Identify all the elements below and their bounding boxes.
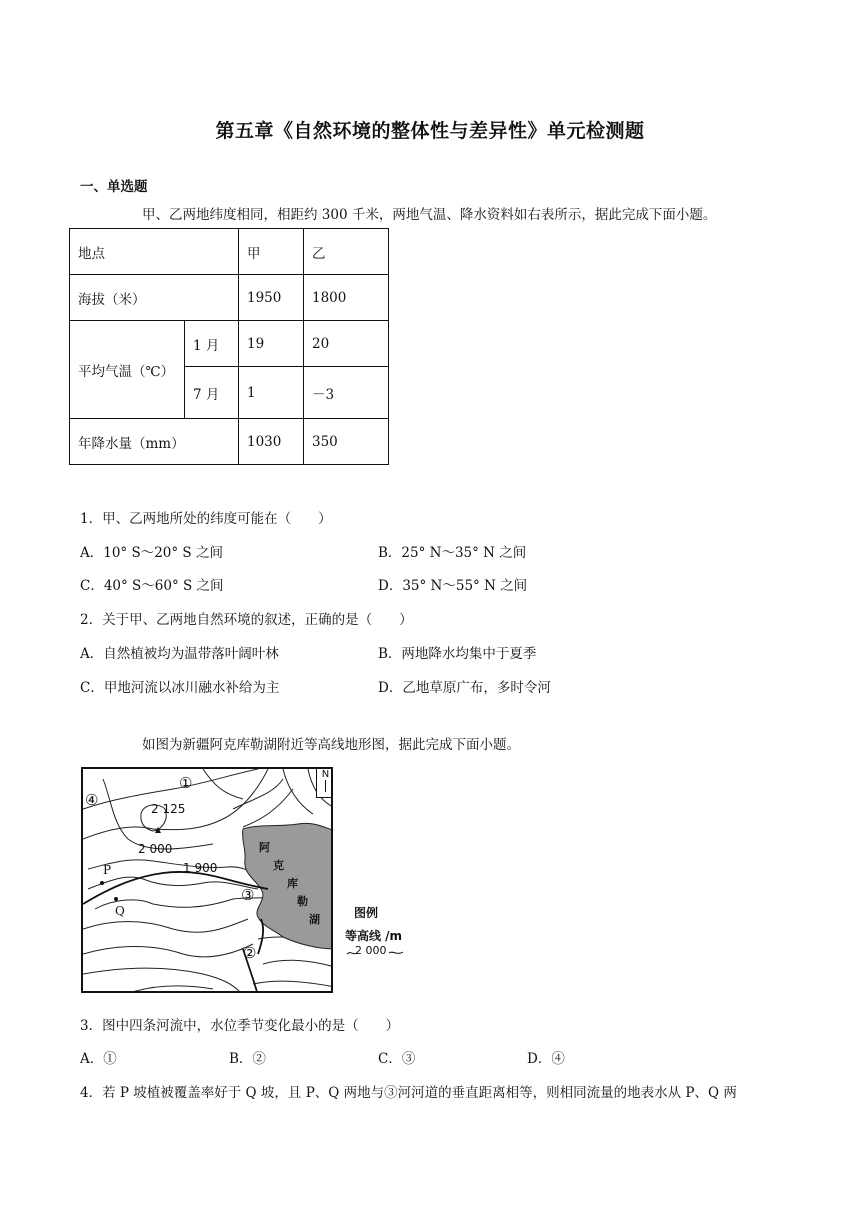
table-jul-label: 7 月: [185, 367, 239, 419]
map-contour-1900: 1 900: [183, 861, 218, 875]
table-jul-a: 1: [239, 367, 304, 419]
table-altitude-b: 1800: [304, 275, 389, 321]
contour-map: [81, 767, 333, 993]
q1-stem: 1．甲、乙两地所处的纬度可能在（ ）: [80, 511, 332, 527]
table-jul-b: －3: [304, 367, 389, 419]
q3-stem: 3．图中四条河流中，水位季节变化最小的是（ ）: [80, 1018, 400, 1034]
q2-option-d[interactable]: D．乙地草原广布，多时令河: [378, 680, 551, 696]
map-contour-2000: 2 000: [138, 842, 173, 856]
q3-option-a[interactable]: A．①: [80, 1051, 117, 1067]
north-arrow-box: [316, 769, 333, 798]
table-precip-b: 350: [304, 419, 389, 465]
climate-table: [69, 228, 389, 465]
q2-stem: 2．关于甲、乙两地自然环境的叙述，正确的是（ ）: [80, 612, 413, 628]
river-label-4: ④: [85, 791, 99, 809]
table-header-place: 地点: [70, 229, 239, 275]
lake-char-1: 阿: [259, 841, 270, 854]
lake-char-2: 克: [273, 859, 284, 872]
q1-option-a[interactable]: A．10° S～20° S 之间: [80, 545, 223, 561]
legend-title: 图例: [354, 906, 379, 920]
table-jan-label: 1 月: [185, 321, 239, 367]
lake-char-5: 湖: [309, 913, 320, 926]
q3-option-d[interactable]: D．④: [527, 1051, 565, 1067]
page-title: 第五章《自然环境的整体性与差异性》单元检测题: [215, 120, 645, 142]
q3-option-b[interactable]: B．②: [229, 1051, 266, 1067]
point-p-label: P: [103, 863, 112, 877]
intro-text-1: 甲、乙两地纬度相同，相距约 300 千米，两地气温、降水资料如右表所示，据此完成下面小题。: [142, 207, 717, 223]
q3-option-c[interactable]: C．③: [378, 1051, 416, 1067]
table-altitude-label: 海拔（米）: [70, 275, 239, 321]
lake-char-4: 勒: [297, 895, 308, 908]
q2-option-c[interactable]: C．甲地河流以冰川融水补给为主: [80, 680, 280, 696]
river-label-2: ②: [243, 944, 257, 962]
table-precip-label: 年降水量（mm）: [70, 419, 239, 465]
q1-option-d[interactable]: D．35° N～55° N 之间: [378, 578, 528, 594]
legend-label: 等高线 /m: [345, 929, 403, 943]
lake-char-3: 库: [287, 877, 298, 890]
table-altitude-a: 1950: [239, 275, 304, 321]
q1-option-b[interactable]: B．25° N～35° N 之间: [378, 545, 527, 561]
point-q-label: Q: [115, 904, 125, 918]
map-peak-label: 2 125: [151, 802, 186, 816]
intro-text-2: 如图为新疆阿克库勒湖附近等高线地形图，据此完成下面小题。: [142, 737, 520, 753]
table-header-b: 乙: [304, 229, 389, 275]
q2-option-b[interactable]: B．两地降水均集中于夏季: [378, 646, 537, 662]
q4-stem: 4．若 P 坡植被覆盖率好于 Q 坡，且 P、Q 两地与③河河道的垂直距离相等，则相同流量的地表水从 P、Q 两: [80, 1085, 737, 1101]
river-label-1: ①: [179, 774, 193, 792]
river-label-3: ③: [241, 886, 255, 904]
table-jan-b: 20: [304, 321, 389, 367]
table-header-a: 甲: [239, 229, 304, 275]
table-precip-a: 1030: [239, 419, 304, 465]
north-arrow-icon: N: [321, 769, 330, 780]
legend-value: 2 000: [355, 944, 387, 957]
table-jan-a: 19: [239, 321, 304, 367]
q2-option-a[interactable]: A．自然植被均为温带落叶阔叶林: [80, 646, 279, 662]
section-heading: 一、单选题: [80, 179, 148, 195]
q1-option-c[interactable]: C．40° S～60° S 之间: [80, 578, 224, 594]
table-temp-label: 平均气温（℃）: [70, 321, 185, 419]
